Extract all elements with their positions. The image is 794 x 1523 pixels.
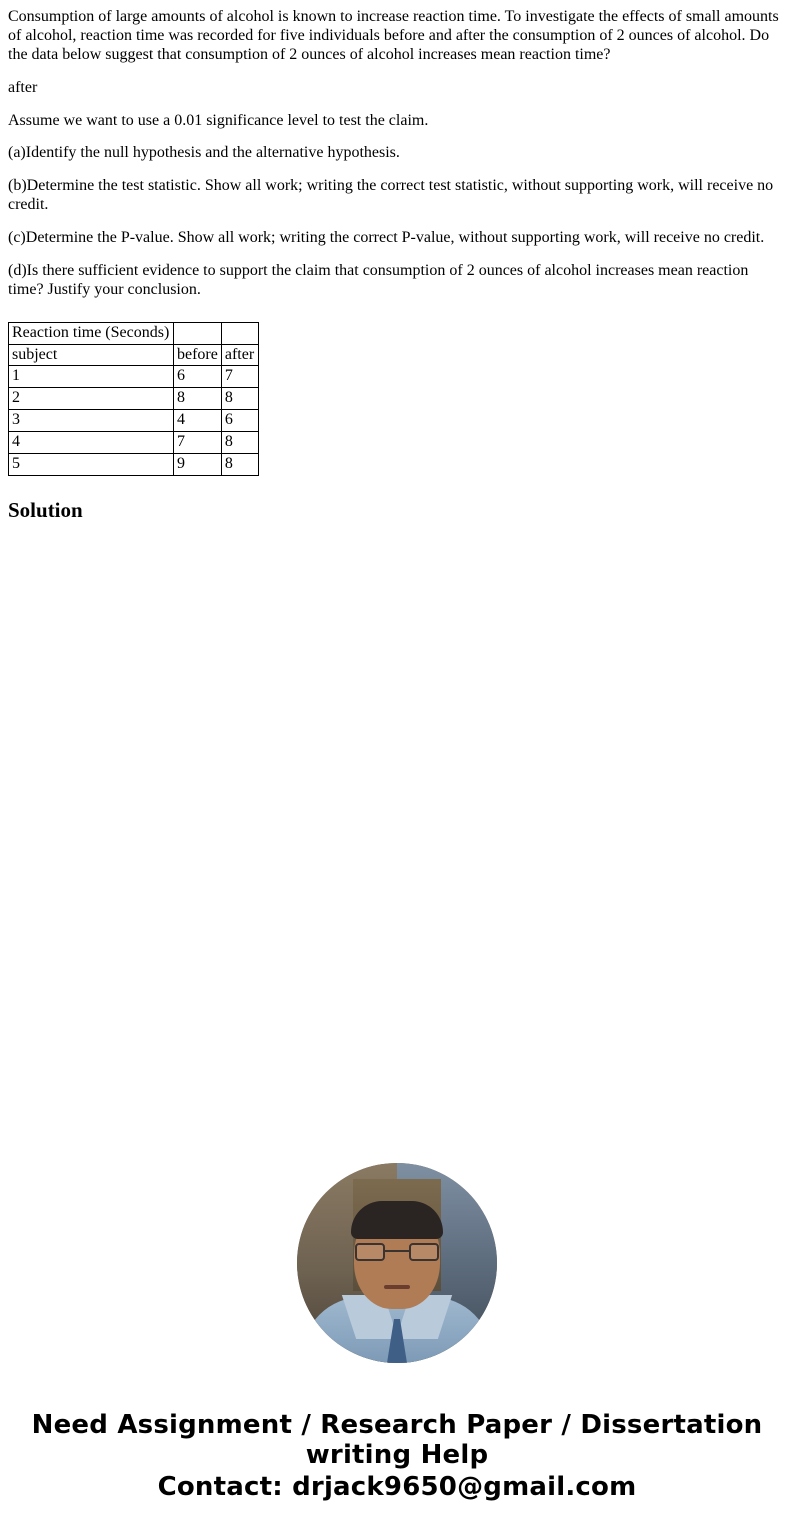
table-title-blank-1 [174,322,222,344]
cell-after: 7 [221,366,258,388]
cell-after: 8 [221,453,258,475]
cell-after: 6 [221,410,258,432]
promo-text [8,1411,786,1503]
cell-before: 7 [174,432,222,454]
problem-statement: Consumption of large amounts of alcohol is known to increase reaction time. To investigate the effects of small amounts of alcohol, reaction time was recorded for five individuals before and after the consumption of 2 ounces of alcohol. Do the data below suggest that consumption of 2 ounces of alcohol increases mean reaction time? [8,8,779,63]
promo-line-1: Need Assignment / Research Paper / Dissertation writing Help [31,1409,763,1470]
glasses-bridge [385,1250,409,1252]
avatar [297,1163,497,1363]
glasses-lens-right [409,1243,439,1261]
cell-subject: 3 [9,410,174,432]
table-row [9,366,259,388]
glasses-lens-left [355,1243,385,1261]
table-row [9,432,259,454]
cell-before: 6 [174,366,222,388]
table-title-row [9,322,259,344]
glasses-icon [355,1243,439,1261]
cell-subject: 2 [9,388,174,410]
table-header-row [9,344,259,366]
cell-before: 8 [174,388,222,410]
cell-subject: 1 [9,366,174,388]
solution-heading: Solution [8,497,83,522]
cell-subject: 5 [9,453,174,475]
table-row [9,410,259,432]
promo-line-2: Contact: drjack9650@gmail.com [157,1471,637,1502]
table-title-blank-2 [221,322,258,344]
table-header-after: after [221,344,258,366]
reaction-time-table [8,322,259,476]
question-b: (b)Determine the test statistic. Show all work; writing the correct test statistic, without supporting work, will receive no credit. [8,177,774,214]
table-row [9,453,259,475]
cell-after: 8 [221,388,258,410]
table-header-before: before [174,344,222,366]
significance-level-note: Assume we want to use a 0.01 significance level to test the claim. [8,111,429,129]
cell-before: 4 [174,410,222,432]
question-a: (a)Identify the null hypothesis and the alternative hypothesis. [8,144,400,162]
table-header-subject: subject [9,344,174,366]
avatar-hair [351,1201,443,1239]
promo-section [8,1163,786,1503]
table-row [9,388,259,410]
cell-subject: 4 [9,432,174,454]
question-c: (c)Determine the P-value. Show all work; writing the correct P-value, without supporting work, will receive no credit. [8,229,765,246]
table-title-cell: Reaction time (Seconds) [9,322,174,344]
paragraph-after: after [8,78,38,96]
cell-before: 9 [174,453,222,475]
question-d: (d)Is there sufficient evidence to support the claim that consumption of 2 ounces of alcohol increases mean reaction time? Justify your conclusion. [8,261,749,298]
avatar-mouth [384,1285,410,1289]
cell-after: 8 [221,432,258,454]
